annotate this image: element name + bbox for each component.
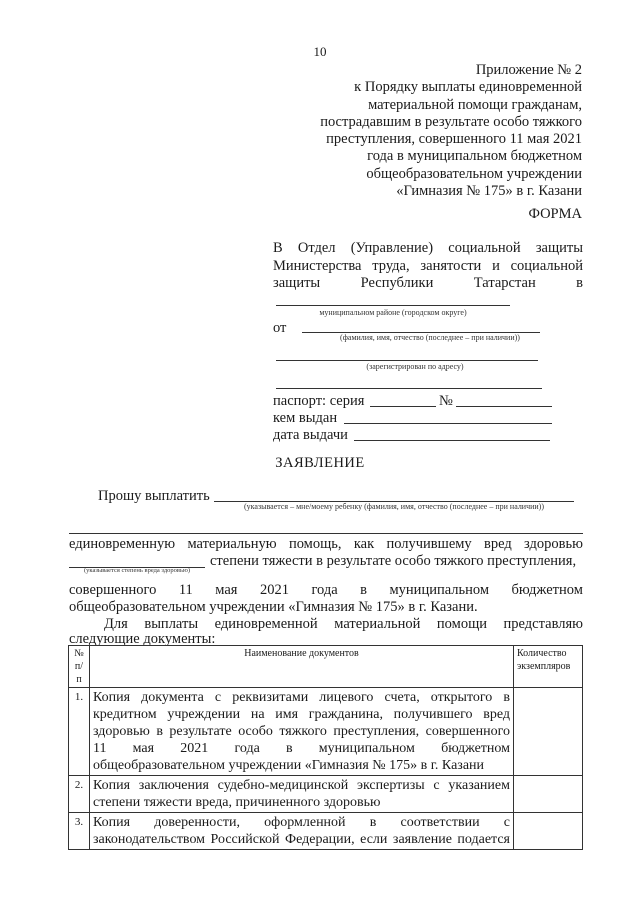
word: здоровью [524, 536, 583, 552]
header-quantity [514, 646, 583, 688]
word: Для [104, 616, 128, 632]
word: мая [215, 582, 238, 598]
cell-line: Копия документа с реквизитами лицевого счета, открытого в [93, 690, 510, 705]
municipality-caption: муниципальном районе (городском округе) [319, 308, 467, 317]
issue-date-field[interactable] [354, 440, 550, 441]
cell-line: Копия доверенности, оформленной в соответствии с [93, 815, 510, 830]
word: помощь, [288, 536, 342, 552]
table-row [69, 813, 583, 850]
addressee-line-2 [273, 258, 583, 276]
header-text: п [76, 674, 82, 685]
recipient-caption: (указывается – мне/моему ребенку (фамилия, имя, отчество (последнее – при наличии)) [243, 502, 544, 511]
quantity-cell[interactable] [514, 688, 583, 776]
word: Республики [360, 275, 434, 291]
addressee-line-3 [273, 275, 583, 293]
issue-date-label: дата выдачи [273, 427, 348, 443]
appendix-header [282, 62, 582, 200]
word: представляю [503, 616, 583, 632]
word: бюджетном [511, 582, 583, 598]
header-text: экземпляров [517, 661, 571, 672]
word: года [311, 582, 338, 598]
header-num [69, 646, 90, 688]
municipality-field-line[interactable] [276, 305, 510, 306]
address-field-line-2[interactable] [276, 388, 542, 389]
word: как [353, 536, 375, 552]
word: совершенного [69, 582, 157, 598]
header-text: п/ [74, 661, 84, 672]
applicant-name-caption: (фамилия, имя, отчество (последнее – при наличии)) [340, 333, 520, 342]
statement-para2-line-2: следующие документы: [69, 631, 216, 647]
word: материальной [334, 616, 421, 632]
statement-para-line-2: степени тяжести в результате особо тяжкого преступления, [210, 553, 577, 569]
passport-series-field[interactable] [370, 406, 436, 407]
document-name-cell [90, 688, 514, 776]
cell-text: 11 мая 2021 года в муниципальном бюджетном [93, 741, 510, 756]
addressee-text: Министерства труда, занятости и социальной [273, 257, 583, 274]
table-row [69, 688, 583, 776]
quantity-cell[interactable] [514, 813, 583, 850]
row-number: 3. [69, 813, 90, 850]
addressee-line-1 [273, 240, 583, 258]
form-label: ФОРМА [528, 206, 582, 222]
addressee-text: В Отдел (Управление) социальной защиты [273, 240, 583, 256]
document-name-cell [90, 813, 514, 850]
word: в [360, 582, 368, 598]
cell-line: Копия заключения судебно-медицинской экспертизы с указанием [93, 778, 510, 793]
header-text: Количество [517, 648, 567, 659]
appendix-line: Приложение № 2 [475, 62, 582, 78]
appendix-line: к Порядку выплаты единовременной [354, 79, 582, 96]
addressee-block [273, 240, 583, 293]
document-name-cell [90, 776, 514, 813]
word: материальную [187, 536, 277, 552]
passport-number-label: № [439, 393, 453, 409]
address-caption: (зарегистрирован по адресу) [366, 362, 464, 371]
passport-number-field[interactable] [456, 406, 552, 407]
row-number: 2. [69, 776, 90, 813]
header-text: № [74, 648, 84, 659]
word: выплаты [144, 616, 199, 632]
request-label: Прошу выплатить [98, 488, 210, 504]
cell-line: кредитном учреждении на имя гражданина, получившего вред [93, 707, 510, 722]
word: 2021 [259, 582, 289, 598]
row-number: 1. [69, 688, 90, 776]
appendix-line: «Гимназия № 175» в г. Казани [396, 183, 582, 200]
cell-line: общеобразовательном учреждении «Гимназия № 175» в г. Казани [93, 758, 485, 773]
issued-by-label: кем выдан [273, 410, 338, 426]
quantity-cell[interactable] [514, 776, 583, 813]
documents-table [68, 645, 583, 850]
statement-para-line-1 [69, 536, 583, 553]
passport-series-label: паспорт: серия [273, 393, 365, 409]
word: получившему [386, 536, 472, 552]
address-field-line[interactable] [276, 360, 538, 361]
word: помощи [436, 616, 487, 632]
appendix-line: преступления, совершенного 11 мая 2021 [326, 131, 582, 148]
severity-caption: (указывается степень вреда здоровью) [83, 567, 190, 574]
appendix-line: общеобразовательном учреждении [366, 165, 582, 182]
statement-title: ЗАЯВЛЕНИЕ [275, 455, 365, 471]
table-row [69, 776, 583, 813]
word: в [576, 275, 583, 291]
appendix-line: года в муниципальном бюджетном [367, 148, 582, 165]
word: муниципальном [389, 582, 490, 598]
word: защиты [273, 275, 321, 291]
cell-line [93, 740, 510, 757]
from-label: от [273, 320, 287, 336]
word: 11 [178, 582, 193, 598]
word: единовременную [69, 536, 176, 552]
header-document-name: Наименование документов [90, 646, 514, 688]
cell-line: здоровью в результате особо тяжкого преступления, совершенного [93, 724, 510, 739]
word: вред [484, 536, 512, 552]
cell-line: законодательством Российской Федерации, если заявление подается [93, 832, 510, 847]
appendix-line: пострадавшим в результате особо тяжкого [320, 113, 582, 130]
page-number: 10 [313, 44, 327, 59]
statement-para-line-4: общеобразовательном учреждении «Гимназия № 175» в г. Казани. [69, 599, 478, 615]
cell-line: степени тяжести вреда, причиненного здоровью [93, 795, 381, 810]
recipient-field-line-2[interactable] [69, 533, 583, 534]
issued-by-field[interactable] [344, 423, 552, 424]
statement-para-line-3 [69, 582, 583, 599]
word: единовременной [214, 616, 318, 632]
word: Татарстан [473, 275, 536, 291]
table-header-row [69, 646, 583, 688]
appendix-line: материальной помощи гражданам, [368, 96, 582, 113]
